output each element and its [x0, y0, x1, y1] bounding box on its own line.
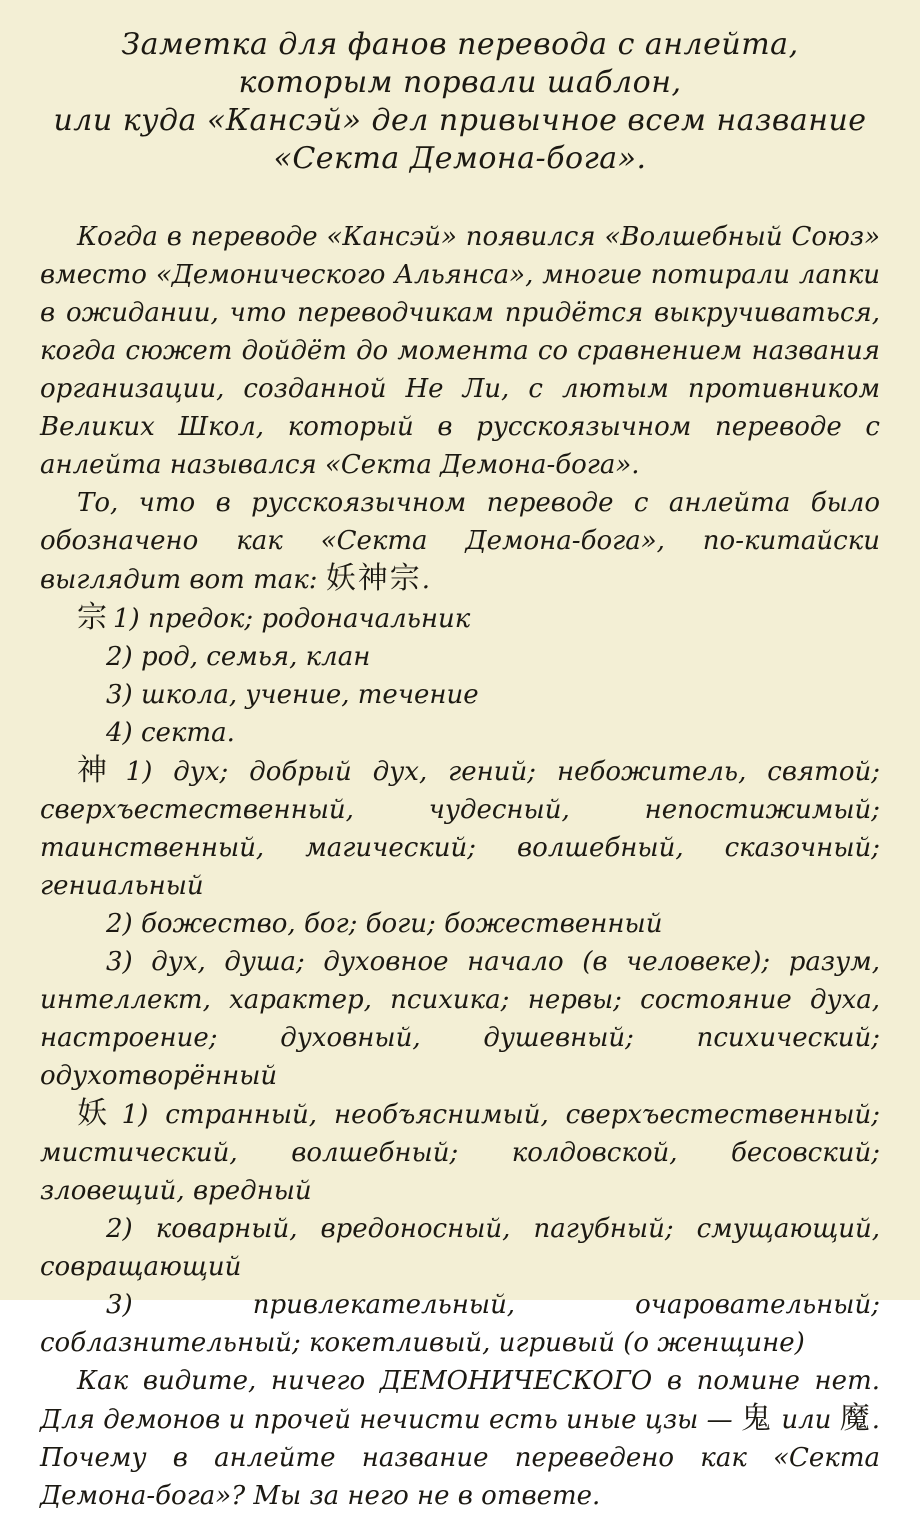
- definition-yao-item-2: 2) коварный, вредоносный, пагубный; смущающий, совращающий: [40, 1214, 880, 1282]
- chinese-term-yaoshenzong: 妖神宗: [325, 561, 422, 596]
- definition-yao-item-3: 3) привлекательный, очаровательный; соблазнительный; кокетливый, игривый (о женщине): [40, 1290, 880, 1358]
- title-line-2: которым порвали шаблон,: [238, 65, 682, 100]
- paragraph-conclusion: [40, 1362, 880, 1515]
- definition-yao-item-1: [40, 1095, 880, 1210]
- definition-zong-item-2: 2) род, семья, клан: [106, 642, 371, 672]
- definition-shen-item-3: 3) дух, душа; духовное начало (в человеке); разум, интеллект, характер, психика; нервы; состояние духа, настроение; духовный, душевный; психический; одухотворённый: [40, 947, 880, 1091]
- paragraph-chinese-name: [40, 484, 880, 599]
- definition-yao-item-1-text: 1) странный, необъяснимый, сверхъестественный; мистический, волшебный; колдовской, бесовский; зловещий, вредный: [40, 1100, 881, 1206]
- definition-shen-item-1: [40, 752, 880, 905]
- note-body: [40, 218, 880, 1515]
- definition-shen-item-2: 2) божество, бог; боги; божественный: [106, 909, 663, 939]
- chinese-char-shen: 神: [77, 753, 122, 788]
- definition-zong-item-3: 3) школа, учение, течение: [106, 680, 479, 710]
- paragraph-chinese-name-text: То, что в русскоязычном переводе с анлейта было обозначено как «Секта Демона-бога», по-китайски выглядит вот так:: [40, 488, 880, 595]
- paragraph-chinese-name-period: .: [421, 565, 431, 595]
- definition-shen-item-1-text: 1) дух; добрый дух, гений; небожитель, святой; сверхъестественный, чудесный, непостижимый; таинственный, магический; волшебный, сказочный; гениальный: [40, 757, 880, 901]
- paragraph-conclusion-mid: или: [773, 1405, 840, 1435]
- chinese-char-gui: 鬼: [740, 1401, 774, 1436]
- title-line-4: «Секта Демона-бога».: [273, 141, 647, 176]
- paragraph-conclusion-pre: Как видите, ничего ДЕМОНИЧЕСКОГО в помине нет. Для демонов и прочей нечисти есть иные цзы —: [40, 1366, 880, 1435]
- title-line-3: или куда «Кансэй» дел привычное всем название: [53, 103, 867, 138]
- paragraph-intro: Когда в переводе «Кансэй» появился «Волшебный Союз» вместо «Демонического Альянса», многие потирали лапки в ожидании, что переводчикам придётся выкручиваться, когда сюжет дойдёт до момента со сравнением названия организации, созданной Не Ли, с лютым противником Великих Школ, который в русскоязычном переводе с анлейта назывался «Секта Демона-бога».: [40, 222, 880, 480]
- definition-zong-item-1-text: 1) предок; родоначальник: [113, 604, 471, 634]
- definition-zong-item-4: 4) секта.: [106, 718, 235, 748]
- title-line-1: Заметка для фанов перевода с анлейта,: [121, 27, 799, 62]
- note-title: [40, 26, 880, 178]
- paragraph-conclusion-post: . Почему в анлейте название переведено как «Секта Демона-бога»? Мы за него не в ответе.: [40, 1405, 881, 1511]
- chinese-char-zong: 宗: [77, 600, 109, 635]
- chinese-char-yao: 妖: [77, 1096, 118, 1131]
- chinese-char-mo: 魔: [839, 1401, 872, 1436]
- definition-zong-item-1: [40, 599, 880, 638]
